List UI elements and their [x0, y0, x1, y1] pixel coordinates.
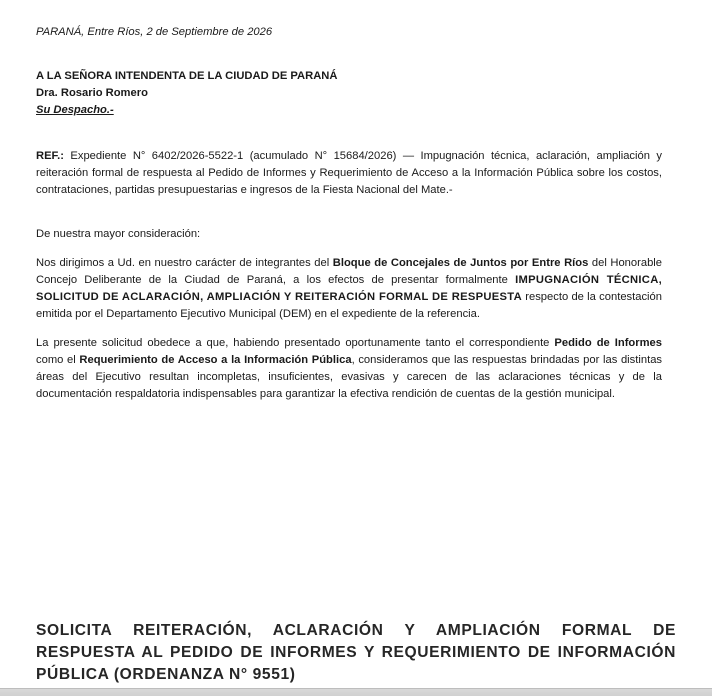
p2-bold-requerimiento: Requerimiento de Acceso a la Información Pública — [79, 354, 352, 366]
p2-bold-pedido: Pedido de Informes — [554, 337, 662, 349]
p1-bold-bloque: Bloque de Concejales de Juntos por Entre Ríos — [332, 257, 589, 269]
addressee-block — [36, 68, 662, 119]
document-body — [36, 24, 662, 415]
greeting: De nuestra mayor consideración: — [36, 228, 201, 240]
p1-bold-impugnacion: IMPUGNACIÓN TÉCNICA, SOLICITUD DE ACLARACIÓN, AMPLIACIÓN Y REITERACIÓN FORMAL DE RESPUESTA — [36, 274, 662, 303]
addressee-office: Su Despacho.- — [36, 104, 114, 116]
p1-text-3: respecto de la contestación emitida por el Departamento Ejecutivo Municipal (DEM) en el expediente de la referencia. — [36, 291, 662, 320]
paragraph-2 — [36, 335, 662, 403]
page-bottom-edge — [0, 688, 712, 696]
addressee-name: Dra. Rosario Romero — [36, 87, 148, 99]
p2-text-2: como el — [36, 354, 80, 366]
addressee-title: A LA SEÑORA INTENDENTA DE LA CIUDAD DE PARANÁ — [36, 70, 338, 82]
p1-text-1: Nos dirigimos a Ud. en nuestro carácter de integrantes del — [36, 257, 333, 269]
p1-text-2: del Honorable Concejo Deliberante de la Ciudad de Paraná, a los efectos de presentar formalmente — [36, 257, 662, 286]
reference-paragraph — [36, 148, 662, 199]
reference-text: Expediente N° 6402/2026-5522-1 (acumulado N° 15684/2026) — Impugnación técnica, aclaración, ampliación y reiteración formal de respuesta al Pedido de Informes y Requerimiento de Acceso a la Información Pública sobre los costos, contrataciones, partidas presupuestarias e ingresos de la Fiesta Nacional del Mate.- — [36, 150, 662, 196]
p2-text-3: , consideramos que las respuestas brindadas por las distintas áreas del Ejecutivo resultan incompletas, insuficientes, evasivas y carecen de las aclaraciones técnicas y de la documentación respaldatoria indispensables para garantizar la efectiva rendición de cuentas de la gestión municipal. — [36, 354, 663, 400]
p2-text-1: La presente solicitud obedece a que, habiendo presentado oportunamente tanto el correspondiente — [36, 337, 555, 349]
paragraph-1 — [36, 255, 662, 323]
reference-label: REF.: — [36, 150, 64, 162]
section-title: SOLICITA REITERACIÓN, ACLARACIÓN Y AMPLIACIÓN FORMAL DE RESPUESTA AL PEDIDO DE INFORMES Y REQUERIMIENTO DE INFORMACIÓN PÚBLICA (ORDENANZA N° 9551) — [36, 622, 676, 683]
date-line: PARANÁ, Entre Ríos, 2 de Septiembre de 2026 — [36, 26, 273, 38]
